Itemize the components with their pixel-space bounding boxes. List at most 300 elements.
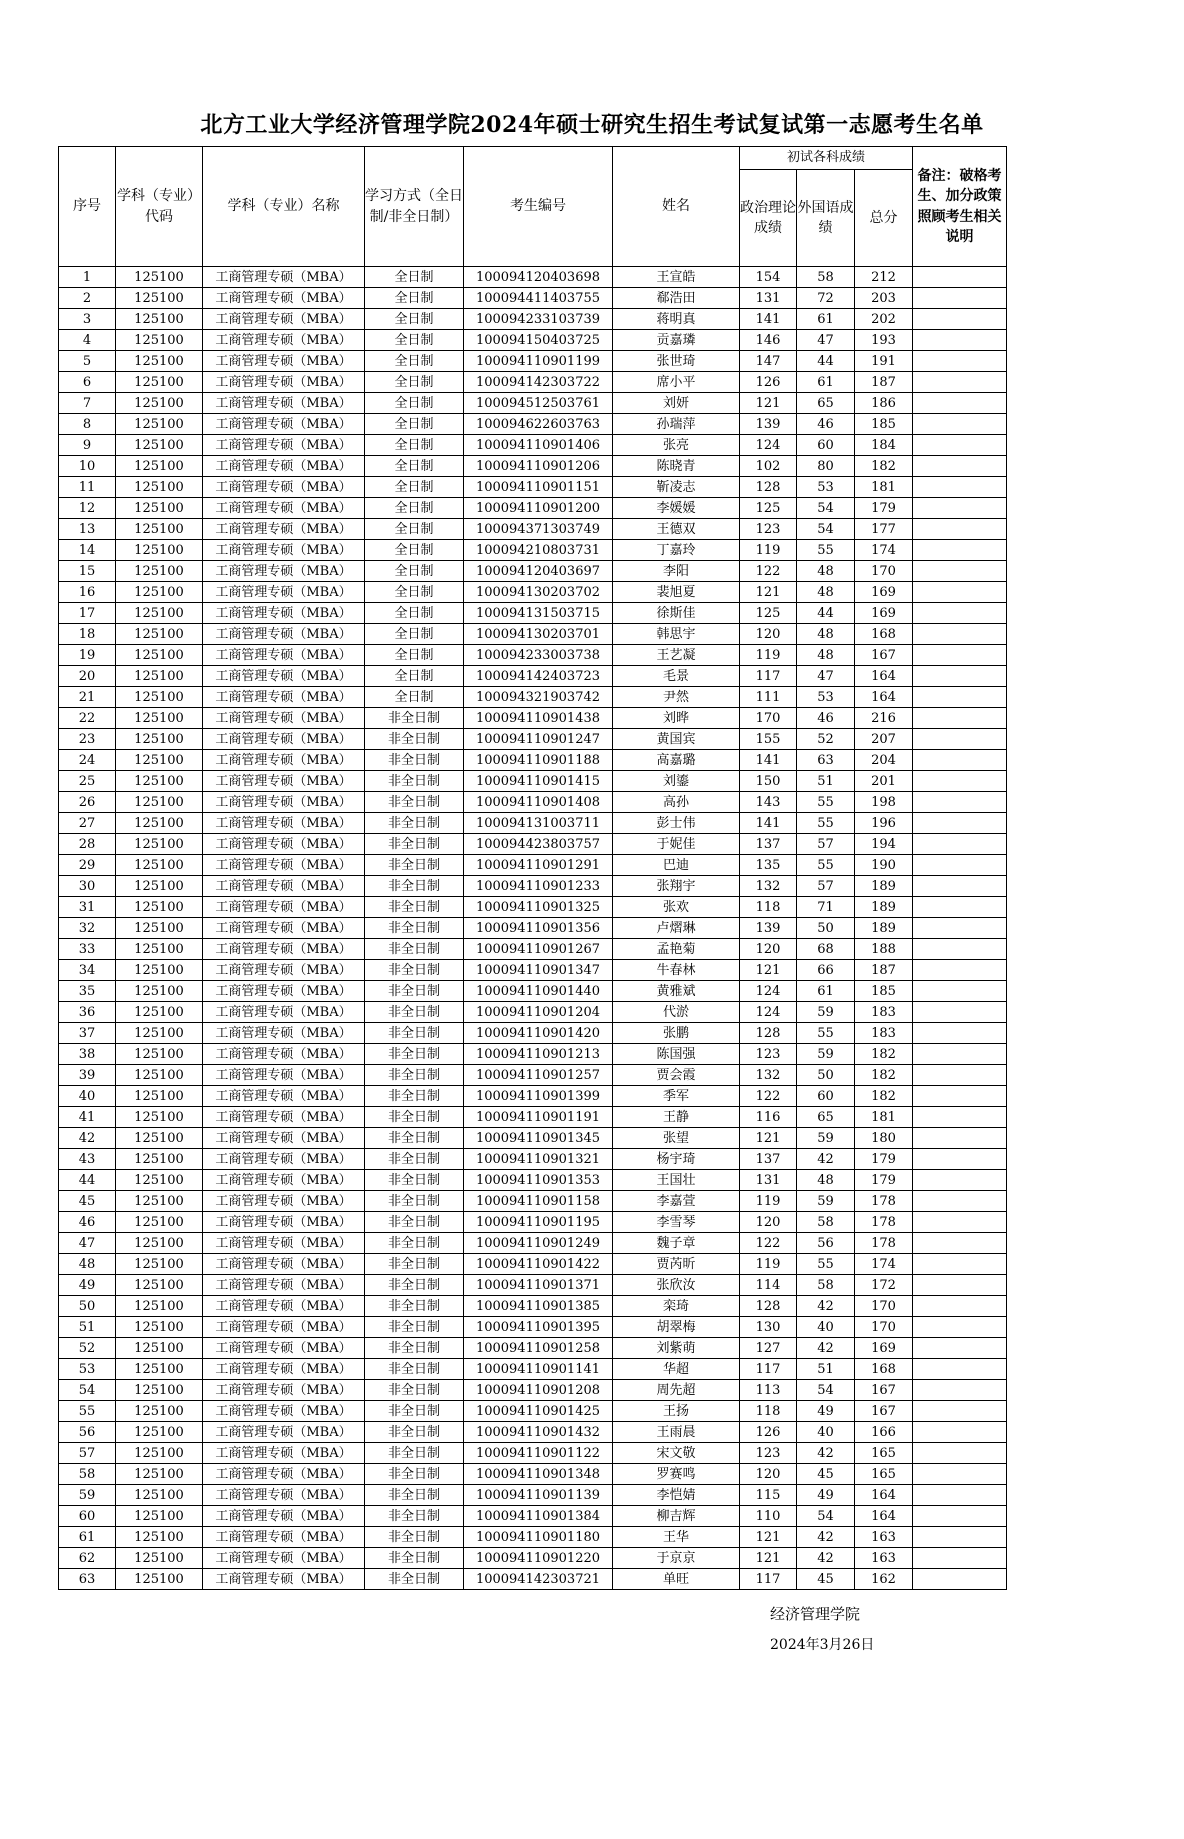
cell-seq: 21 [59,687,116,708]
cell-foreign-language-score: 65 [797,1107,855,1128]
table-row [59,561,1007,582]
cell-seq: 48 [59,1254,116,1275]
cell-total-score: 163 [855,1548,913,1569]
cell-major-name: 工商管理专硕（MBA） [203,750,365,771]
cell-candidate-id: 100094110901353 [464,1170,613,1191]
cell-major-code: 125100 [116,1359,203,1380]
header-seq: 序号 [59,147,116,267]
cell-total-score: 167 [855,1380,913,1401]
cell-study-mode: 非全日制 [365,1023,464,1044]
table-row [59,1359,1007,1380]
cell-study-mode: 非全日制 [365,708,464,729]
cell-name: 裴旭夏 [613,582,740,603]
cell-remark [913,1569,1007,1590]
cell-total-score: 179 [855,1170,913,1191]
cell-seq: 49 [59,1275,116,1296]
cell-major-code: 125100 [116,1254,203,1275]
table-row [59,666,1007,687]
cell-study-mode: 全日制 [365,666,464,687]
cell-total-score: 186 [855,393,913,414]
cell-foreign-language-score: 42 [797,1527,855,1548]
cell-total-score: 216 [855,708,913,729]
cell-name: 栾琦 [613,1296,740,1317]
cell-major-name: 工商管理专硕（MBA） [203,855,365,876]
cell-major-code: 125100 [116,1506,203,1527]
cell-politics-score: 121 [740,1527,797,1548]
cell-study-mode: 非全日制 [365,1107,464,1128]
cell-candidate-id: 100094110901440 [464,981,613,1002]
cell-politics-score: 121 [740,960,797,981]
cell-major-code: 125100 [116,897,203,918]
cell-remark [913,1338,1007,1359]
cell-candidate-id: 100094110901191 [464,1107,613,1128]
table-row [59,1170,1007,1191]
cell-candidate-id: 100094110901371 [464,1275,613,1296]
cell-major-code: 125100 [116,309,203,330]
cell-seq: 31 [59,897,116,918]
cell-study-mode: 非全日制 [365,1191,464,1212]
cell-total-score: 169 [855,1338,913,1359]
cell-foreign-language-score: 55 [797,1023,855,1044]
table-row [59,1212,1007,1233]
cell-total-score: 212 [855,267,913,288]
cell-foreign-language-score: 44 [797,351,855,372]
cell-candidate-id: 100094110901406 [464,435,613,456]
cell-major-name: 工商管理专硕（MBA） [203,1380,365,1401]
cell-remark [913,1086,1007,1107]
cell-candidate-id: 100094110901425 [464,1401,613,1422]
cell-politics-score: 150 [740,771,797,792]
cell-major-name: 工商管理专硕（MBA） [203,1170,365,1191]
cell-politics-score: 120 [740,1212,797,1233]
cell-major-name: 工商管理专硕（MBA） [203,1359,365,1380]
cell-foreign-language-score: 54 [797,519,855,540]
cell-foreign-language-score: 56 [797,1233,855,1254]
cell-politics-score: 119 [740,540,797,561]
cell-seq: 23 [59,729,116,750]
cell-name: 刘紫萌 [613,1338,740,1359]
cell-study-mode: 非全日制 [365,1527,464,1548]
cell-remark [913,792,1007,813]
cell-candidate-id: 100094110901213 [464,1044,613,1065]
cell-total-score: 196 [855,813,913,834]
cell-study-mode: 全日制 [365,309,464,330]
table-row [59,1128,1007,1149]
cell-major-code: 125100 [116,1422,203,1443]
cell-name: 徐斯佳 [613,603,740,624]
cell-total-score: 178 [855,1191,913,1212]
cell-name: 李嘉萱 [613,1191,740,1212]
cell-major-code: 125100 [116,351,203,372]
cell-foreign-language-score: 55 [797,813,855,834]
cell-study-mode: 非全日制 [365,1548,464,1569]
cell-total-score: 167 [855,1401,913,1422]
cell-candidate-id: 100094110901180 [464,1527,613,1548]
cell-study-mode: 全日制 [365,519,464,540]
cell-total-score: 182 [855,1044,913,1065]
cell-seq: 62 [59,1548,116,1569]
cell-remark [913,1170,1007,1191]
cell-remark [913,1212,1007,1233]
cell-study-mode: 非全日制 [365,1443,464,1464]
cell-seq: 17 [59,603,116,624]
cell-candidate-id: 100094110901204 [464,1002,613,1023]
cell-name: 孟艳菊 [613,939,740,960]
cell-foreign-language-score: 48 [797,561,855,582]
cell-study-mode: 非全日制 [365,1065,464,1086]
cell-total-score: 167 [855,645,913,666]
cell-name: 郗浩田 [613,288,740,309]
cell-total-score: 162 [855,1569,913,1590]
cell-seq: 55 [59,1401,116,1422]
cell-major-name: 工商管理专硕（MBA） [203,1422,365,1443]
cell-politics-score: 128 [740,477,797,498]
cell-remark [913,1317,1007,1338]
cell-study-mode: 非全日制 [365,1485,464,1506]
cell-name: 张望 [613,1128,740,1149]
cell-politics-score: 122 [740,1233,797,1254]
cell-seq: 6 [59,372,116,393]
cell-seq: 42 [59,1128,116,1149]
cell-major-code: 125100 [116,666,203,687]
cell-name: 罗赛鸣 [613,1464,740,1485]
cell-name: 单旺 [613,1569,740,1590]
table-row [59,477,1007,498]
cell-remark [913,477,1007,498]
cell-total-score: 172 [855,1275,913,1296]
table-row [59,834,1007,855]
cell-candidate-id: 100094110901291 [464,855,613,876]
cell-seq: 47 [59,1233,116,1254]
cell-seq: 16 [59,582,116,603]
cell-candidate-id: 100094142303721 [464,1569,613,1590]
cell-study-mode: 非全日制 [365,1506,464,1527]
cell-politics-score: 125 [740,498,797,519]
table-row [59,1107,1007,1128]
cell-name: 卢熠琳 [613,918,740,939]
cell-politics-score: 114 [740,1275,797,1296]
table-row [59,1296,1007,1317]
cell-major-name: 工商管理专硕（MBA） [203,834,365,855]
cell-name: 代淤 [613,1002,740,1023]
cell-major-name: 工商管理专硕（MBA） [203,561,365,582]
cell-major-name: 工商管理专硕（MBA） [203,708,365,729]
cell-seq: 44 [59,1170,116,1191]
cell-name: 王静 [613,1107,740,1128]
cell-total-score: 204 [855,750,913,771]
cell-major-name: 工商管理专硕（MBA） [203,960,365,981]
cell-foreign-language-score: 42 [797,1149,855,1170]
cell-foreign-language-score: 51 [797,771,855,792]
table-row [59,1443,1007,1464]
cell-major-name: 工商管理专硕（MBA） [203,456,365,477]
cell-major-code: 125100 [116,1527,203,1548]
cell-seq: 56 [59,1422,116,1443]
cell-politics-score: 121 [740,582,797,603]
cell-major-name: 工商管理专硕（MBA） [203,1107,365,1128]
cell-major-name: 工商管理专硕（MBA） [203,1338,365,1359]
cell-politics-score: 155 [740,729,797,750]
cell-study-mode: 非全日制 [365,1086,464,1107]
cell-remark [913,540,1007,561]
table-row [59,981,1007,1002]
table-row [59,1275,1007,1296]
cell-politics-score: 131 [740,288,797,309]
cell-seq: 34 [59,960,116,981]
cell-name: 李雪琴 [613,1212,740,1233]
cell-major-name: 工商管理专硕（MBA） [203,918,365,939]
cell-total-score: 164 [855,1485,913,1506]
table-row [59,1149,1007,1170]
cell-candidate-id: 100094110901399 [464,1086,613,1107]
cell-major-name: 工商管理专硕（MBA） [203,1149,365,1170]
cell-name: 刘晔 [613,708,740,729]
cell-study-mode: 非全日制 [365,1254,464,1275]
cell-remark [913,1128,1007,1149]
cell-politics-score: 143 [740,792,797,813]
cell-major-code: 125100 [116,960,203,981]
cell-candidate-id: 100094110901220 [464,1548,613,1569]
table-row [59,540,1007,561]
cell-name: 张世琦 [613,351,740,372]
table-row [59,1527,1007,1548]
cell-foreign-language-score: 72 [797,288,855,309]
cell-candidate-id: 100094622603763 [464,414,613,435]
cell-remark [913,855,1007,876]
cell-study-mode: 非全日制 [365,981,464,1002]
cell-foreign-language-score: 46 [797,414,855,435]
cell-major-code: 125100 [116,813,203,834]
cell-name: 蒋明真 [613,309,740,330]
cell-study-mode: 全日制 [365,498,464,519]
table-row [59,1506,1007,1527]
cell-politics-score: 128 [740,1296,797,1317]
cell-study-mode: 非全日制 [365,876,464,897]
cell-study-mode: 全日制 [365,288,464,309]
cell-study-mode: 非全日制 [365,1296,464,1317]
cell-remark [913,876,1007,897]
cell-politics-score: 139 [740,918,797,939]
cell-seq: 43 [59,1149,116,1170]
cell-name: 季军 [613,1086,740,1107]
cell-major-code: 125100 [116,603,203,624]
cell-total-score: 174 [855,540,913,561]
cell-remark [913,1527,1007,1548]
table-row [59,750,1007,771]
cell-name: 王雨晨 [613,1422,740,1443]
cell-name: 席小平 [613,372,740,393]
cell-total-score: 179 [855,498,913,519]
cell-remark [913,1443,1007,1464]
header-scores-group: 初试各科成绩 [740,147,913,170]
cell-seq: 40 [59,1086,116,1107]
cell-total-score: 163 [855,1527,913,1548]
cell-major-code: 125100 [116,561,203,582]
table-row [59,1548,1007,1569]
cell-candidate-id: 100094110901321 [464,1149,613,1170]
cell-politics-score: 102 [740,456,797,477]
cell-candidate-id: 100094131503715 [464,603,613,624]
cell-name: 李媛媛 [613,498,740,519]
table-row [59,414,1007,435]
cell-major-name: 工商管理专硕（MBA） [203,582,365,603]
cell-study-mode: 非全日制 [365,1170,464,1191]
cell-total-score: 174 [855,1254,913,1275]
cell-total-score: 190 [855,855,913,876]
table-row [59,351,1007,372]
cell-study-mode: 全日制 [365,267,464,288]
cell-name: 孙瑞萍 [613,414,740,435]
cell-major-name: 工商管理专硕（MBA） [203,1569,365,1590]
cell-major-code: 125100 [116,1569,203,1590]
cell-total-score: 164 [855,687,913,708]
cell-candidate-id: 100094142303722 [464,372,613,393]
cell-study-mode: 全日制 [365,414,464,435]
cell-candidate-id: 100094120403697 [464,561,613,582]
cell-seq: 33 [59,939,116,960]
cell-major-name: 工商管理专硕（MBA） [203,666,365,687]
cell-major-code: 125100 [116,519,203,540]
cell-major-code: 125100 [116,1170,203,1191]
header-remark: 备注：破格考生、加分政策照顾考生相关说明 [913,147,1007,267]
table-row [59,498,1007,519]
table-row [59,330,1007,351]
cell-major-name: 工商管理专硕（MBA） [203,351,365,372]
table-row [59,939,1007,960]
cell-major-code: 125100 [116,1044,203,1065]
cell-politics-score: 111 [740,687,797,708]
cell-remark [913,897,1007,918]
cell-name: 魏子章 [613,1233,740,1254]
cell-politics-score: 120 [740,939,797,960]
cell-major-code: 125100 [116,1191,203,1212]
cell-total-score: 193 [855,330,913,351]
cell-major-name: 工商管理专硕（MBA） [203,1086,365,1107]
cell-foreign-language-score: 59 [797,1044,855,1065]
cell-foreign-language-score: 50 [797,918,855,939]
cell-major-name: 工商管理专硕（MBA） [203,603,365,624]
cell-politics-score: 121 [740,1548,797,1569]
cell-remark [913,645,1007,666]
cell-name: 周先超 [613,1380,740,1401]
cell-major-code: 125100 [116,834,203,855]
cell-foreign-language-score: 46 [797,708,855,729]
table-row [59,1401,1007,1422]
cell-candidate-id: 100094110901438 [464,708,613,729]
cell-major-name: 工商管理专硕（MBA） [203,1275,365,1296]
cell-foreign-language-score: 60 [797,1086,855,1107]
table-body [59,267,1007,1590]
cell-candidate-id: 100094110901345 [464,1128,613,1149]
cell-seq: 11 [59,477,116,498]
cell-major-code: 125100 [116,1065,203,1086]
cell-total-score: 168 [855,1359,913,1380]
cell-seq: 39 [59,1065,116,1086]
cell-seq: 32 [59,918,116,939]
table-row [59,456,1007,477]
table-row [59,1422,1007,1443]
table-row [59,309,1007,330]
cell-politics-score: 121 [740,1128,797,1149]
cell-seq: 58 [59,1464,116,1485]
cell-study-mode: 非全日制 [365,729,464,750]
cell-foreign-language-score: 49 [797,1401,855,1422]
cell-major-code: 125100 [116,1128,203,1149]
table-row [59,876,1007,897]
cell-total-score: 188 [855,939,913,960]
cell-major-code: 125100 [116,645,203,666]
cell-major-code: 125100 [116,855,203,876]
cell-foreign-language-score: 71 [797,897,855,918]
cell-seq: 29 [59,855,116,876]
table-row [59,792,1007,813]
cell-remark [913,267,1007,288]
cell-total-score: 182 [855,456,913,477]
cell-name: 巴迪 [613,855,740,876]
cell-politics-score: 128 [740,1023,797,1044]
header-major-code: 学科（专业）代码 [116,147,203,267]
cell-candidate-id: 100094110901325 [464,897,613,918]
cell-seq: 13 [59,519,116,540]
cell-politics-score: 110 [740,1506,797,1527]
cell-foreign-language-score: 44 [797,603,855,624]
cell-foreign-language-score: 55 [797,792,855,813]
cell-seq: 30 [59,876,116,897]
cell-candidate-id: 100094110901257 [464,1065,613,1086]
cell-seq: 36 [59,1002,116,1023]
cell-seq: 12 [59,498,116,519]
cell-total-score: 185 [855,981,913,1002]
cell-remark [913,624,1007,645]
cell-major-name: 工商管理专硕（MBA） [203,1401,365,1422]
cell-remark [913,1149,1007,1170]
cell-politics-score: 115 [740,1485,797,1506]
cell-total-score: 166 [855,1422,913,1443]
cell-major-code: 125100 [116,1023,203,1044]
table-row [59,582,1007,603]
cell-candidate-id: 100094110901247 [464,729,613,750]
cell-politics-score: 119 [740,645,797,666]
table-row [59,1317,1007,1338]
cell-total-score: 194 [855,834,913,855]
cell-foreign-language-score: 58 [797,267,855,288]
cell-remark [913,1422,1007,1443]
cell-foreign-language-score: 55 [797,540,855,561]
table-row [59,1002,1007,1023]
cell-major-code: 125100 [116,414,203,435]
cell-remark [913,582,1007,603]
table-row [59,372,1007,393]
cell-major-name: 工商管理专硕（MBA） [203,729,365,750]
cell-seq: 26 [59,792,116,813]
cell-politics-score: 141 [740,309,797,330]
cell-candidate-id: 100094110901206 [464,456,613,477]
table-row [59,645,1007,666]
header-study-mode: 学习方式（全日制/非全日制） [365,147,464,267]
cell-major-code: 125100 [116,1107,203,1128]
cell-foreign-language-score: 47 [797,666,855,687]
cell-major-name: 工商管理专硕（MBA） [203,1296,365,1317]
cell-major-code: 125100 [116,540,203,561]
cell-politics-score: 119 [740,1191,797,1212]
cell-name: 王华 [613,1527,740,1548]
cell-name: 高孙 [613,792,740,813]
cell-politics-score: 141 [740,750,797,771]
cell-seq: 2 [59,288,116,309]
cell-candidate-id: 100094110901141 [464,1359,613,1380]
cell-remark [913,1191,1007,1212]
cell-seq: 19 [59,645,116,666]
